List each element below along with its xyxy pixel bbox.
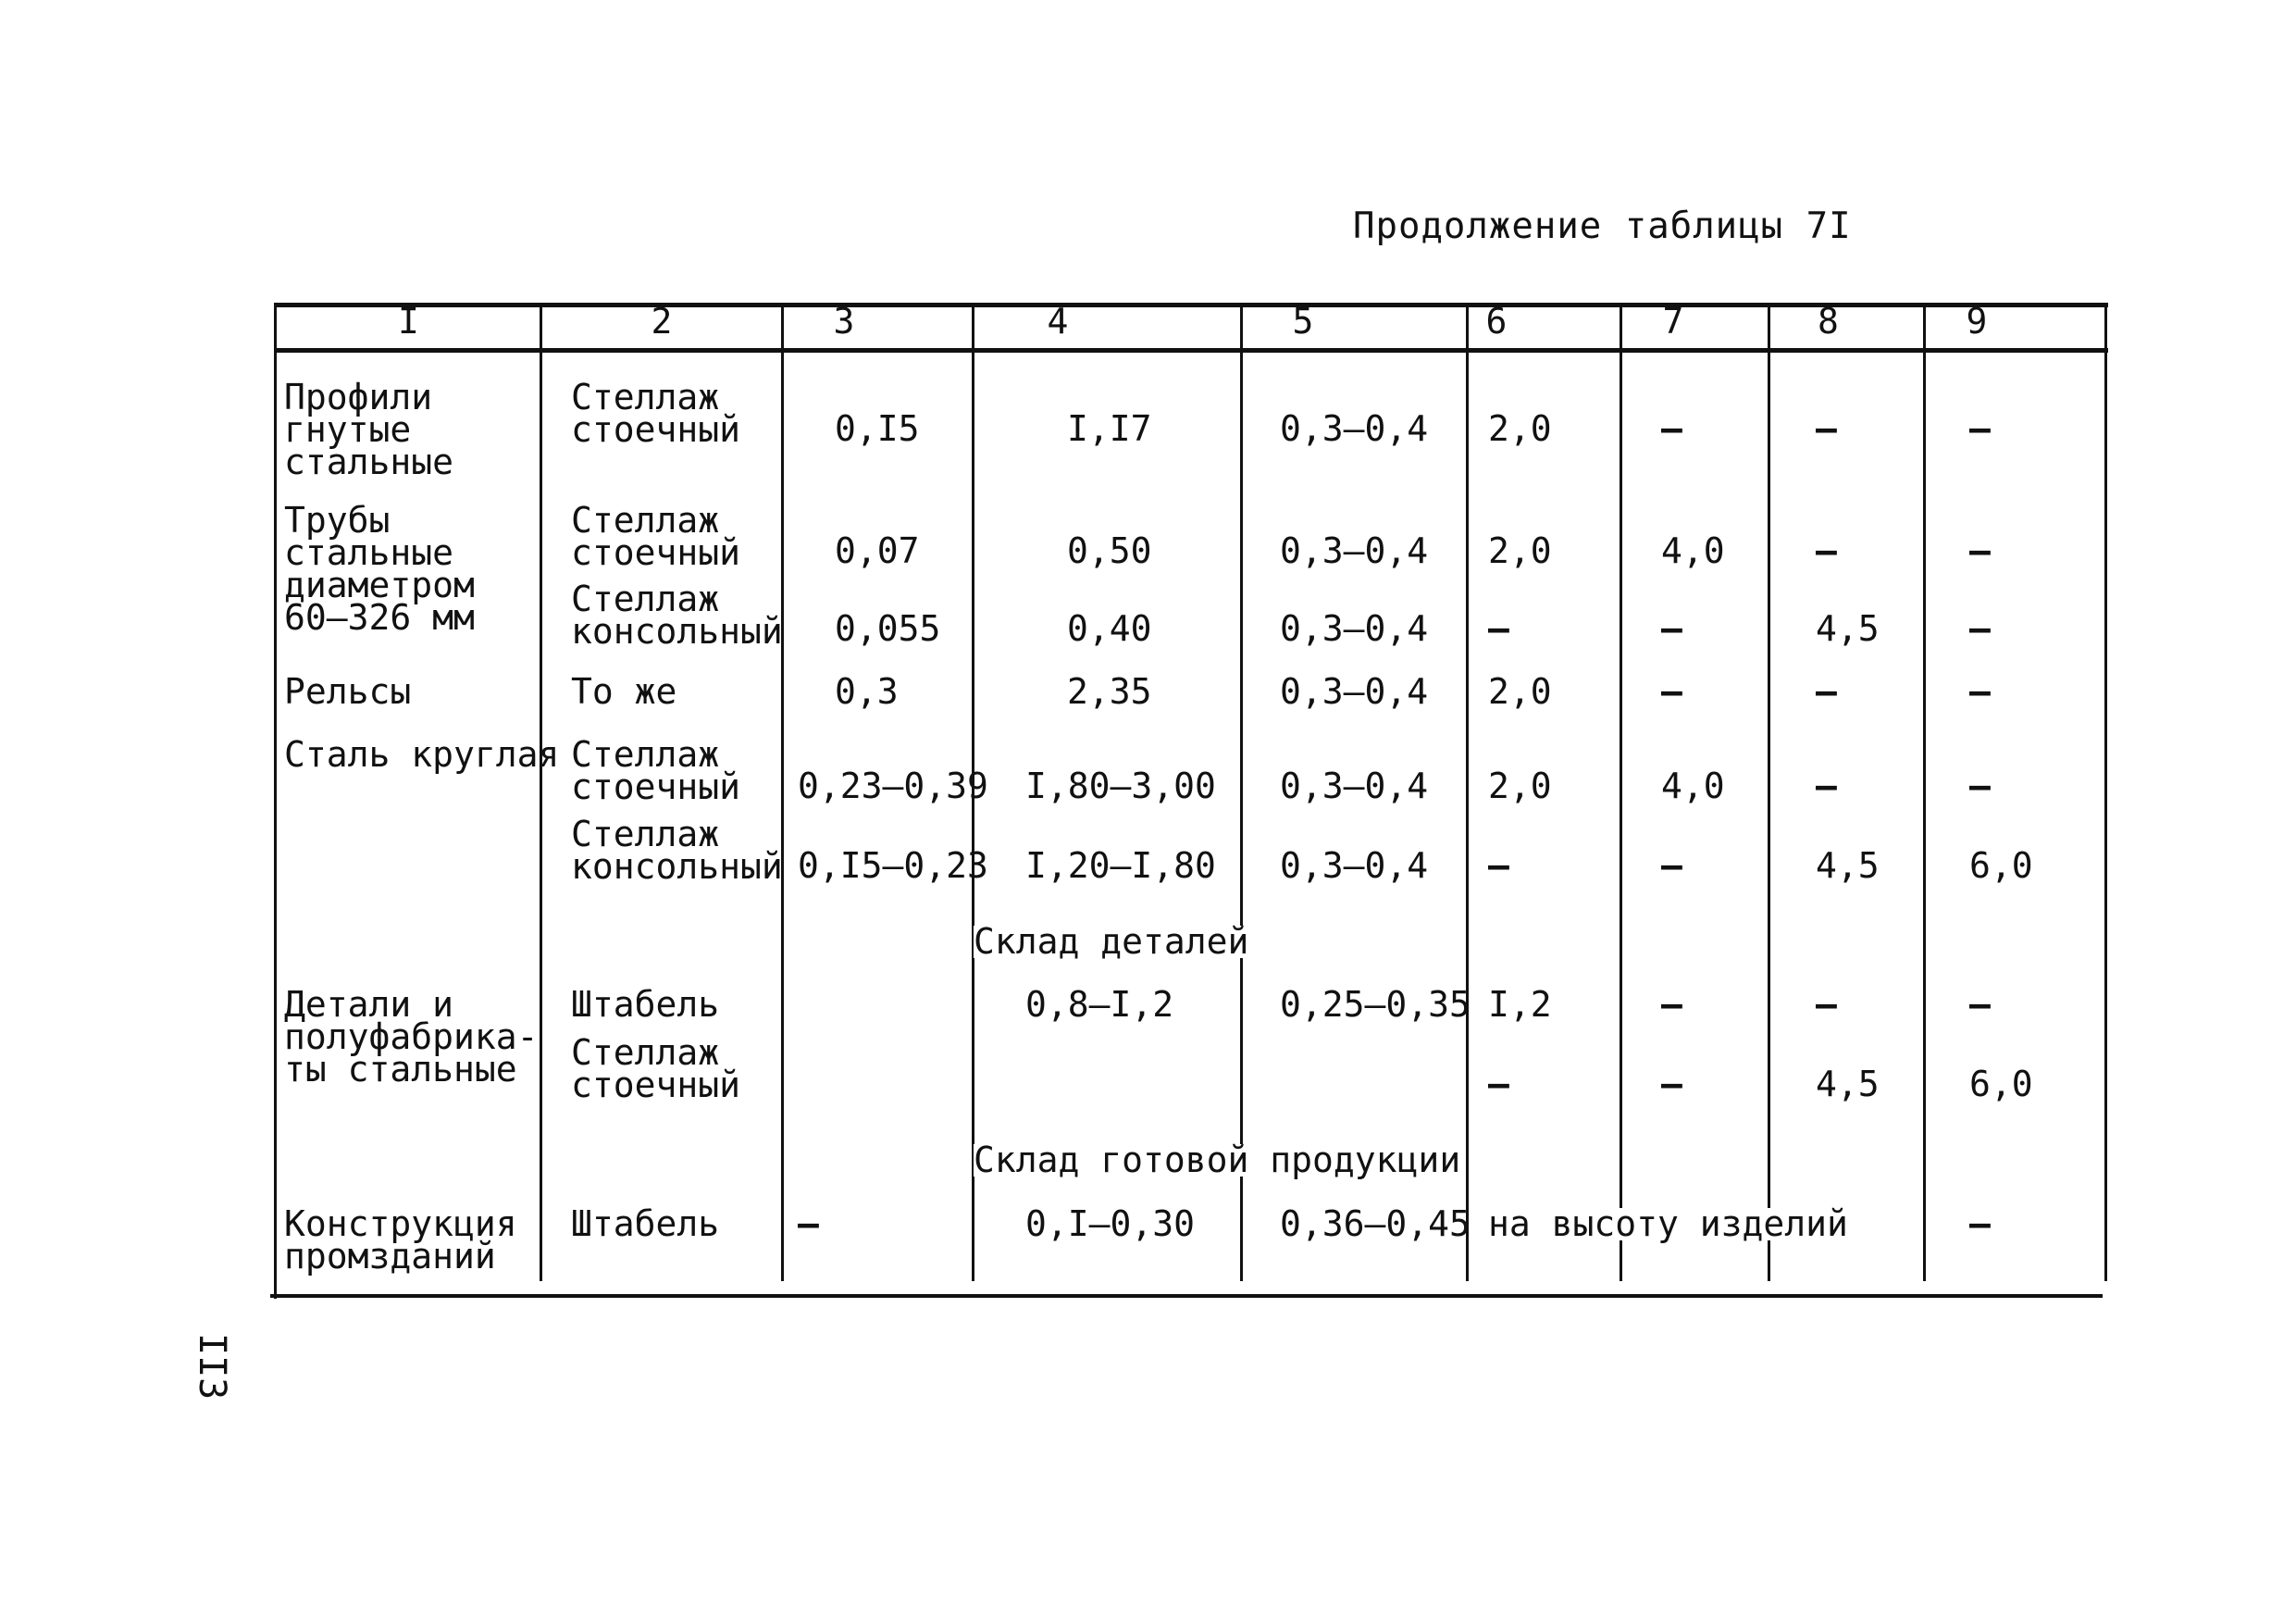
material-name: Рельсы [284, 671, 412, 712]
column-rule [781, 303, 784, 1281]
cell-value: 0,3–0,4 [1280, 845, 1429, 886]
column-header: I [398, 301, 419, 342]
cell-value: 2,35 [1067, 671, 1152, 712]
column-header: 4 [1047, 301, 1069, 342]
cell-value: – [1661, 608, 1682, 649]
column-rule [1923, 303, 1926, 1281]
section-heading: Склад готовой продукции [974, 1140, 1461, 1180]
cell-value: 4,0 [1661, 766, 1725, 806]
cell-value: I,80–3,00 [1025, 766, 1216, 806]
cell-value: 0,3 [835, 671, 899, 712]
cell-value: – [798, 1203, 819, 1244]
cell-value: – [1969, 766, 1991, 806]
column-rule [1620, 303, 1622, 1281]
column-header: 6 [1485, 301, 1508, 342]
cell-value: – [1661, 671, 1682, 712]
cell-value: – [1969, 608, 1991, 649]
column-rule [1768, 303, 1770, 1281]
section-heading: Склад деталей [974, 921, 1249, 962]
material-name: Трубы стальные диаметром 60–326 мм [284, 500, 475, 638]
cell-value: 0,8–I,2 [1025, 984, 1174, 1025]
column-rule [1240, 303, 1243, 1281]
storage-type: Стеллаж консольный [571, 814, 783, 887]
cell-value: – [1816, 530, 1837, 571]
cell-value: 0,07 [835, 530, 920, 571]
storage-type: Штабель [571, 984, 720, 1025]
cell-value: – [1661, 984, 1682, 1025]
cell-value: 2,0 [1488, 408, 1552, 449]
cell-value: – [1661, 408, 1682, 449]
cell-value: 0,I–0,30 [1025, 1203, 1196, 1244]
cell-value: 4,5 [1816, 845, 1880, 886]
storage-type: Стеллаж консольный [571, 579, 783, 652]
cell-value: 2,0 [1488, 766, 1552, 806]
column-header: 7 [1662, 301, 1684, 342]
cell-value: 6,0 [1969, 845, 2033, 886]
material-name: Конструкция промзданий [284, 1203, 517, 1277]
column-header: 2 [651, 301, 673, 342]
cell-value: 0,36–0,45 [1280, 1203, 1471, 1244]
material-name: Сталь круглая [284, 734, 560, 775]
cell-value: – [1488, 608, 1509, 649]
column-header: 8 [1818, 301, 1839, 342]
cell-value: – [1661, 1064, 1682, 1104]
material-name: Профили гнутые стальные [284, 377, 454, 482]
cell-value: – [1969, 530, 1991, 571]
column-rule [540, 303, 542, 1281]
cell-value: 0,3–0,4 [1280, 766, 1429, 806]
cell-value: 0,50 [1067, 530, 1152, 571]
storage-type: Стеллаж стоечный [571, 500, 741, 573]
table-caption: Продолжение таблицы 7I [1353, 205, 1852, 247]
table-header-rule [276, 348, 2108, 353]
cell-value: – [1816, 408, 1837, 449]
cell-value: 0,40 [1067, 608, 1152, 649]
cell-value: – [1488, 845, 1509, 886]
cell-value: 2,0 [1488, 530, 1552, 571]
cell-value: 2,0 [1488, 671, 1552, 712]
cell-value: – [1488, 1064, 1509, 1104]
cell-value: 0,3–0,4 [1280, 671, 1429, 712]
storage-type: Штабель [571, 1203, 720, 1244]
material-name: Детали и полуфабрика- ты стальные [284, 984, 539, 1090]
cell-value: 0,I5–0,23 [798, 845, 988, 886]
storage-type: Стеллаж стоечный [571, 734, 741, 807]
cell-value: I,2 [1488, 984, 1552, 1025]
cell-value: 4,0 [1661, 530, 1725, 571]
cell-value: 0,3–0,4 [1280, 530, 1429, 571]
page-number: II3 [191, 1333, 233, 1401]
cell-value: – [1816, 766, 1837, 806]
storage-type: Стеллаж стоечный [571, 377, 741, 450]
column-rule [1466, 303, 1469, 1281]
column-header: 9 [1966, 301, 1988, 342]
cell-value: 6,0 [1969, 1064, 2033, 1104]
cell-value: – [1816, 671, 1837, 712]
table-bottom-rule [270, 1294, 2103, 1298]
cell-value: 0,25–0,35 [1280, 984, 1471, 1025]
cell-value: 0,23–0,39 [798, 766, 988, 806]
cell-value: I,20–I,80 [1025, 845, 1216, 886]
column-rule [2104, 303, 2107, 1281]
cell-value: 0,055 [835, 608, 941, 649]
cell-value: 0,3–0,4 [1280, 608, 1429, 649]
cell-value: – [1661, 845, 1682, 886]
cell-value: 0,I5 [835, 408, 920, 449]
column-header: 3 [833, 301, 855, 342]
column-header: 5 [1292, 301, 1314, 342]
merged-cell-value: на высоту изделий [1488, 1203, 1848, 1244]
storage-type: То же [571, 671, 677, 712]
cell-value: 4,5 [1816, 608, 1880, 649]
cell-value: – [1969, 408, 1991, 449]
cell-value: 0,3–0,4 [1280, 408, 1429, 449]
table-left-rule [274, 303, 277, 1299]
cell-value: – [1969, 984, 1991, 1025]
cell-value: 4,5 [1816, 1064, 1880, 1104]
cell-value: – [1969, 1203, 1991, 1244]
cell-value: – [1969, 671, 1991, 712]
storage-type: Стеллаж стоечный [571, 1032, 741, 1105]
cell-value: I,I7 [1067, 408, 1152, 449]
cell-value: – [1816, 984, 1837, 1025]
